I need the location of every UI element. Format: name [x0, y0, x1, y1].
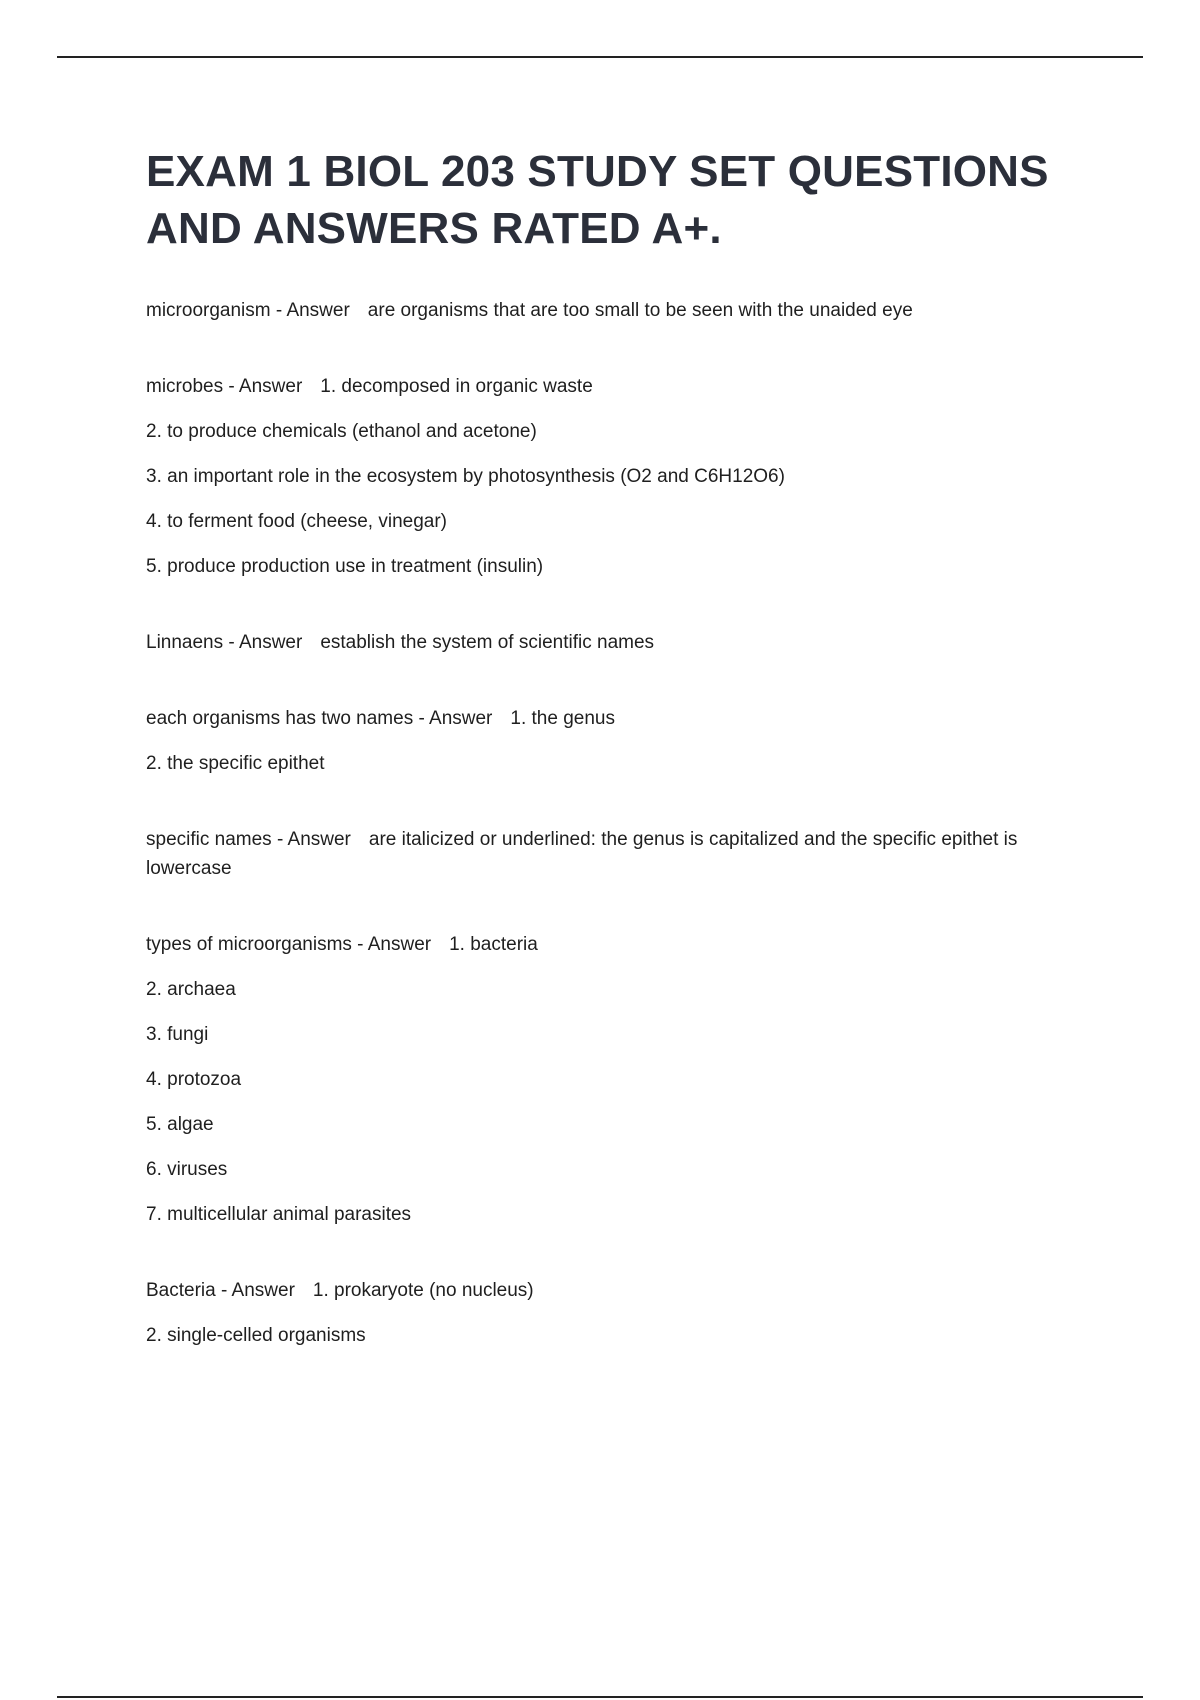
top-rule: [57, 56, 1143, 58]
qa-first-line: specific names - Answer are italicized or underlined: the genus is capitalized and the specific epithet is lowercase: [146, 829, 1018, 879]
qa-first-line: Bacteria - Answer 1. prokaryote (no nucleus): [146, 1280, 534, 1301]
qa-answer: 1. prokaryote (no nucleus): [312, 1280, 534, 1301]
bottom-rule: [57, 1696, 1143, 1698]
qa-term: each organisms has two names: [146, 708, 414, 729]
qa-first-line: microorganism - Answer are organisms that are too small to be seen with the unaided eye: [146, 300, 913, 321]
qa-term: types of microorganisms: [146, 934, 352, 955]
qa-answer: 1. decomposed in organic waste: [320, 376, 593, 397]
answer-label: Answer: [231, 1280, 295, 1301]
document-title: EXAM 1 BIOL 203 STUDY SET QUESTIONS AND ANSWERS RATED A+.: [146, 147, 1049, 253]
qa-answer-line: 5. produce production use in treatment (insulin): [146, 556, 544, 577]
qa-first-line: each organisms has two names - Answer 1. the genus: [146, 708, 615, 729]
qa-term: specific names: [146, 829, 272, 850]
qa-answer-line: 4. protozoa: [146, 1069, 242, 1090]
qa-entry: [146, 825, 1086, 883]
qa-term: Bacteria: [146, 1280, 216, 1301]
answer-label: Answer: [367, 934, 432, 955]
qa-term: Linnaens: [146, 632, 224, 653]
qa-answer-line: 6. viruses: [146, 1159, 228, 1180]
answer-label: Answer: [286, 300, 350, 321]
qa-answer-line: 2. the specific epithet: [146, 753, 325, 774]
qa-entry: [146, 372, 1086, 581]
qa-first-line: types of microorganisms - Answer 1. bacteria: [146, 934, 538, 955]
qa-answer-line: 4. to ferment food (cheese, vinegar): [146, 511, 447, 532]
qa-first-line: Linnaens - Answer establish the system of scientific names: [146, 632, 655, 653]
qa-answer-line: 5. algae: [146, 1114, 214, 1135]
answer-label: Answer: [238, 376, 303, 397]
answer-label: Answer: [429, 708, 493, 729]
qa-term: microbes: [146, 376, 224, 397]
qa-list: [146, 296, 1086, 1350]
qa-answer: are organisms that are too small to be seen with the unaided eye: [367, 300, 913, 321]
qa-answer: 1. bacteria: [449, 934, 538, 955]
qa-answer: are italicized or underlined: the genus is capitalized and the specific epithet is lowercase: [146, 829, 1018, 879]
answer-label: Answer: [238, 632, 303, 653]
qa-answer-line: 2. archaea: [146, 979, 236, 1000]
qa-answer-line: 2. to produce chemicals (ethanol and acetone): [146, 421, 537, 442]
answer-label: Answer: [287, 829, 351, 850]
qa-entry: [146, 930, 1086, 1229]
qa-answer-line: 7. multicellular animal parasites: [146, 1204, 412, 1225]
qa-entry: [146, 296, 1086, 325]
qa-first-line: microbes - Answer 1. decomposed in organic waste: [146, 376, 593, 397]
qa-term: microorganism: [146, 300, 271, 321]
qa-entry: [146, 628, 1086, 657]
document-body: [146, 143, 1086, 1397]
qa-entry: [146, 704, 1086, 778]
qa-answer-line: 2. single-celled organisms: [146, 1325, 366, 1346]
qa-answer: 1. the genus: [510, 708, 615, 729]
qa-answer-line: 3. fungi: [146, 1024, 209, 1045]
qa-answer-line: 3. an important role in the ecosystem by photosynthesis (O2 and C6H12O6): [146, 466, 785, 487]
qa-answer: establish the system of scientific names: [320, 632, 655, 653]
qa-entry: [146, 1276, 1086, 1350]
